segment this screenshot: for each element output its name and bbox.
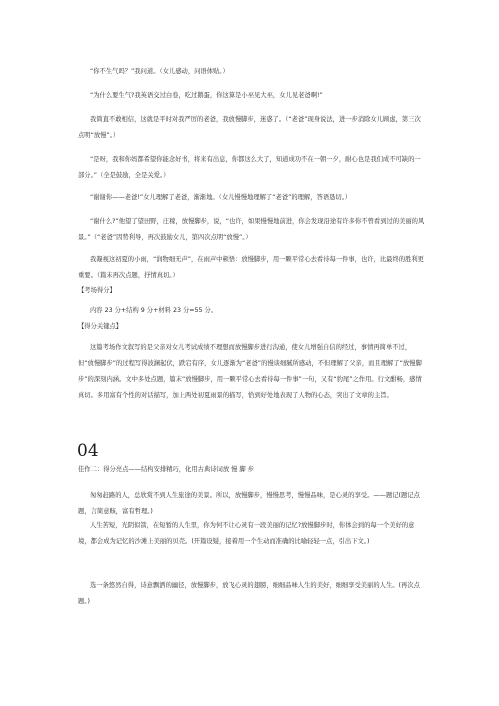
section-number: 04 xyxy=(77,441,99,461)
paragraph-5: “谢谢你——老爸!”女儿理解了老爸，渐渐地。（女儿慢慢地理解了“老爸”的理解，答语恳切。） xyxy=(90,194,352,201)
analysis-paragraph: 这篇考场作文叙写的是父亲对女儿考试成绩不理想而放慢脚步进行沟通，使女儿增强自信的经过，事情再简单不过，但“放慢脚步”的过程写得波澜起伏，跌宕有序，女儿逐渐为“老爸”的慢谈细腻所感动，不但理解了父亲，而且理解了“放慢脚步”的深刻内涵。文中多处点题，篇末“放慢脚步，用一颗平常心去看待每一件事”一句，又有“豹尾”之作用。行文酣畅，感情真切。多用富有个性的对话描写，加上两处初夏雨景的描写，恰到好处地表现了人物的心态，突出了文章的主旨。 xyxy=(78,344,422,399)
essay-paragraph-3: 选一条悠然自得，诗意飘洒的幽径，放慢脚步，放飞心灵的翅膀，细细品味人生的美好，细细享受美丽的人生。(再次点题。) xyxy=(78,582,420,605)
key-points-label: 【得分关键点】 xyxy=(78,323,123,330)
paragraph-7: 我凝视这初夏的小雨，“润物细无声”，在雨声中顿悟：放慢脚步，用一颗平常心去看待每一件事，也许，比最终的胜利更重要。（篇末再次点题，抒情真切。） xyxy=(78,256,424,279)
score-label: 【考场得分】 xyxy=(78,287,116,294)
paragraph-3: 我简直不敢相信，这就是平时对我严厉的老爸，我放慢脚步，迷惑了。（“老爸”现身说法，进一步消除女儿顾虑，第三次点明“放慢”。） xyxy=(78,116,421,139)
section-subtitle: 佳作二：得分亮点——结构安排精巧，化用古典诗词放 慢 脚 步 xyxy=(78,466,255,473)
paragraph-2: “为什么要生气?我英语交过白卷，吃过鹅蛋，你这算是小巫见大巫，女儿见老爸啊!” xyxy=(90,92,323,99)
score-breakdown: 内容 23 分+结构 9 分+材料 23 分=55 分。 xyxy=(90,307,218,314)
essay-paragraph-2: 人生苦短，光阴似箭，在短暂的人生里，你为何不让心灵有一段美丽的记忆?放慢脚步时，你体会到的每一个美好的意境，都会成为记忆的沙滩上美丽的贝壳。(开篇设疑，接着用一个生动而准确的比喻轻轻一点，引出下文。) xyxy=(78,522,415,545)
paragraph-6: “谢什么?”他望了望田野，庄稼，放慢脚步，说，“也许，如果慢慢地前进，你会发现沿途有许多你不曾看到过的美丽的风景。”（“老爸”因势利导，再次鼓励女儿，第四次点明“放慢”。） xyxy=(78,218,425,241)
essay-paragraph-1: 匆匆赶路的人，总欣赏不到人生旅途的美景。所以，放慢脚步，慢慢思考，慢慢品味，是心灵的享受。——题记(题记点题，言简意赅，富有哲理。) xyxy=(78,492,420,515)
paragraph-4: “是呀，我和你妈都希望你能念好书，将来有出息，你都这么大了，知道成功不在一朝一夕，耐心也是我们成不可缺的一部分。”（全是鼓励，全是关爱。） xyxy=(78,156,421,179)
paragraph-1: “你不生气吗？”我问道。（女儿感动，问语体贴。） xyxy=(90,68,229,75)
